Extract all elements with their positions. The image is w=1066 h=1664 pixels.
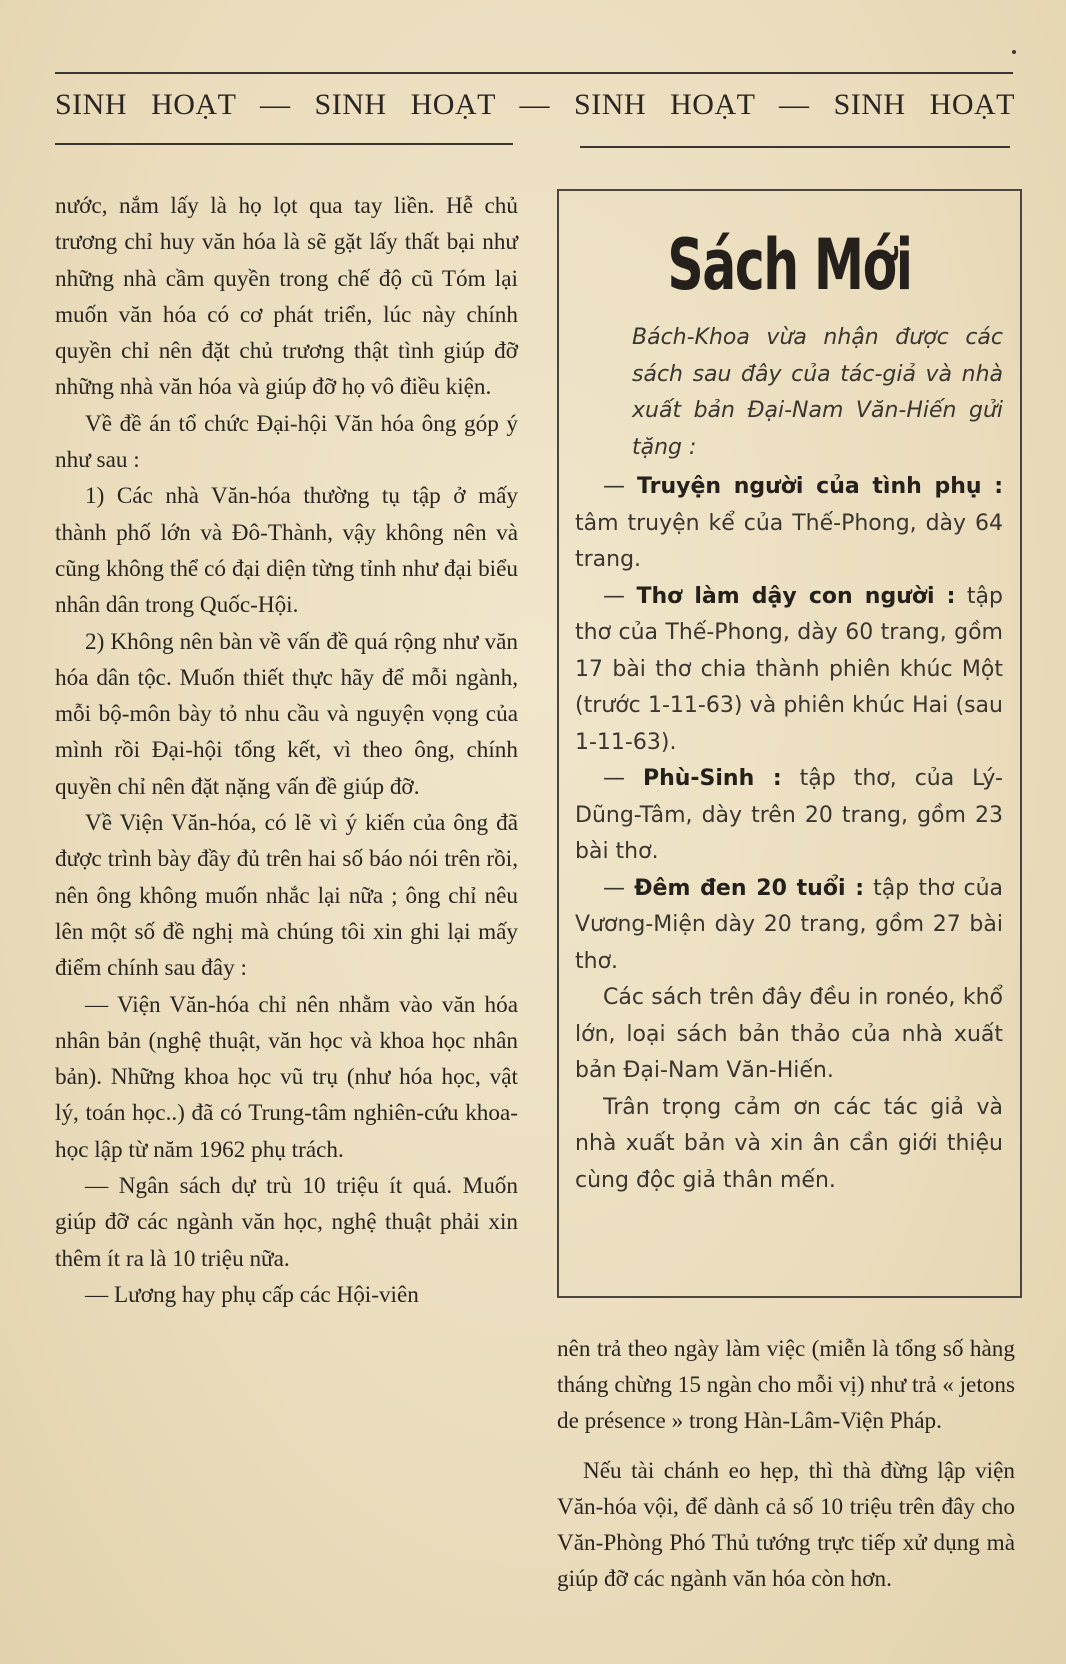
book-title: Truyện người của tình phụ :	[637, 474, 1003, 499]
book-description: tập thơ của Vương-Miện dày 20 trang, gồm 27 bài thơ.	[575, 875, 1003, 974]
article-paragraph: Nếu tài chánh eo hẹp, thì thà đừng lập viện Văn-hóa vội, để dành cả số 10 triệu trên đây cho Văn-Phòng Phó Thủ tướng trực tiếp xử dụng mà giúp đỡ các ngành văn hóa còn hơn.	[557, 1458, 1015, 1592]
box-note: Các sách trên đây đều in ronéo, khổ lớn, loại sách bản thảo của nhà xuất bản Đại-Nam Văn-Hiến.	[575, 985, 1003, 1083]
item-dash: —	[603, 474, 638, 499]
article-paragraph: 1) Các nhà Văn-hóa thường tụ tập ở mấy thành phố lớn và Đô-Thành, vậy không nên và cũng không thể có đại diện từng tỉnh như đại biểu nhân dân trong Quốc-Hội.	[55, 483, 518, 619]
box-intro: Bách-Khoa vừa nhận được các sách sau đây của tác-giả và nhà xuất bản Đại-Nam Văn-Hiến gửi tặng :	[632, 325, 1003, 460]
article-paragraph: Về Viện Văn-hóa, có lẽ vì ý kiến của ông đã được trình bày đầy đủ trên hai số báo nói trên rồi, nên ông không muốn nhắc lại nữa ; ông chỉ nêu lên một số đề nghị mà chúng tôi xin ghi lại mấy điểm chính sau đây :	[55, 810, 518, 982]
book-item	[575, 871, 1003, 981]
box-thanks: Trân trọng cảm ơn các tác giả và nhà xuất bản và xin ân cần giới thiệu cùng độc giả thân mến.	[575, 1094, 1003, 1193]
book-description: tâm truyện kể của Thế-Phong, dày 64 trang.	[575, 510, 1003, 572]
item-dash: —	[603, 875, 635, 901]
header-bottom-rule-right	[580, 146, 1010, 148]
right-column-article	[557, 1331, 1015, 1597]
box-body	[575, 320, 1003, 1199]
book-title: Thơ làm dậy con người :	[636, 583, 956, 609]
article-paragraph: — Viện Văn-hóa chỉ nên nhằm vào văn hóa nhân bản (nghệ thuật, văn học và khoa học nhân bản). Những khoa học vũ trụ (như hóa học, vật lý, toán học..) đã có Trung-tâm nghiên-cứu khoa-học lập từ năm 1962 phụ trách.	[55, 991, 518, 1163]
item-dash: —	[603, 583, 637, 609]
book-description: tập thơ của Thế-Phong, dày 60 trang, gồm 17 bài thơ chia thành phiên khúc Một (trước 1-11-63) và phiên khúc Hai (sau 1-11-63).	[575, 583, 1003, 755]
book-description: tập thơ, của Lý-Dũng-Tâm, dày trên 20 trang, gồm 23 bài thơ.	[575, 766, 1003, 864]
header-bottom-rule	[55, 143, 513, 145]
running-header: SINH HOẠT — SINH HOẠT — SINH HOẠT — SINH HOẠT	[55, 88, 1015, 121]
article-paragraph: — Lương hay phụ cấp các Hội-viên	[85, 1281, 419, 1308]
item-dash: —	[603, 766, 643, 791]
page-speck	[1012, 50, 1016, 54]
book-title: Phù-Sinh :	[642, 766, 782, 791]
left-column-article	[55, 188, 518, 1313]
article-paragraph: — Ngân sách dự trù 10 triệu ít quá. Muốn giúp đỡ các ngành văn học, nghệ thuật phải xin thêm ít ra là 10 triệu nữa.	[55, 1173, 518, 1272]
article-paragraph: 2) Không nên bàn về vấn đề quá rộng như văn hóa dân tộc. Muốn thiết thực hãy để mỗi ngành, mỗi bộ-môn bày tỏ nhu cầu và nguyện vọng của mình rồi Đại-hội tổng kết, vì theo ông, chính quyền chỉ nên đặt nặng vấn đề giúp đỡ.	[55, 628, 518, 800]
article-paragraph: Về đề án tổ chức Đại-hội Văn hóa ông góp ý như sau :	[55, 410, 518, 474]
article-paragraph: nên trả theo ngày làm việc (miễn là tổng số hàng tháng chừng 15 ngàn cho mỗi vị) như trả « jetons de présence » trong Hàn-Lâm-Viện Pháp.	[557, 1336, 1015, 1434]
article-paragraph: nước, nắm lấy là họ lọt qua tay liền. Hễ chủ trương chỉ huy văn hóa là sẽ gặt lấy thất bại như những nhà cầm quyền trong chế độ cũ Tóm lại muốn văn hóa có cơ phát triển, lúc này chính quyền chỉ nên đặt chủ trương thật tình giúp đỡ những nhà văn hóa và giúp đỡ họ vô điều kiện.	[55, 193, 518, 401]
new-books-box	[557, 190, 1022, 1298]
book-item	[575, 761, 1003, 871]
book-item	[575, 579, 1003, 762]
box-title: Sách Mới	[667, 224, 912, 306]
book-item	[575, 469, 1003, 579]
header-top-rule	[55, 72, 1013, 74]
book-title: Đêm đen 20 tuổi :	[634, 875, 865, 901]
